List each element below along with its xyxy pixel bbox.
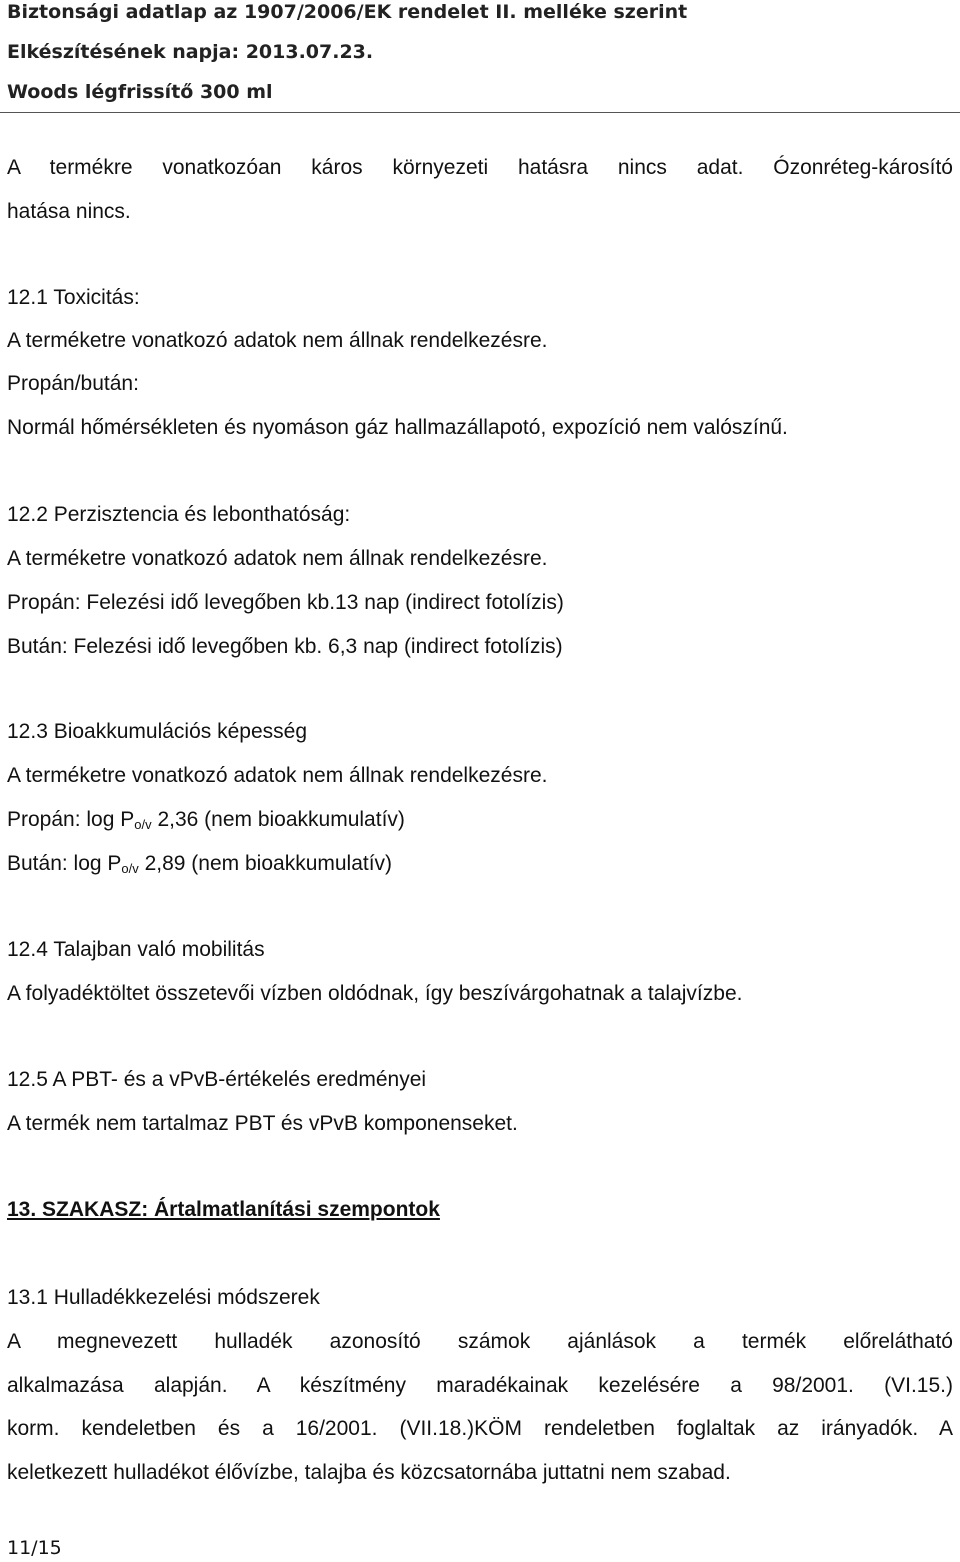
section-12-1-line-1: A terméketre vonatkozó adatok nem állnak rendelkezésre. (7, 329, 548, 352)
butan-log-value: 2,89 (nem bioakkumulatív) (138, 852, 393, 875)
section-13-1-line-3: korm. kendeletben és a 16/2001. (VII.18.)KÖM rendeletben foglaltak az irányadók. A (7, 1417, 953, 1440)
section-12-3-line-2 (7, 807, 405, 838)
propan-log-value: 2,36 (nem bioakkumulatív) (151, 808, 405, 831)
section-12-2-title: 12.2 Perzisztencia és lebonthatóság: (7, 503, 351, 526)
section-12-2-line-1: A terméketre vonatkozó adatok nem állnak rendelkezésre. (7, 547, 548, 570)
intro-text-2: hatása nincs. (7, 200, 131, 223)
propan-log-label: Propán: log P (7, 808, 135, 831)
section-12-3-title: 12.3 Bioakkumulációs képesség (7, 720, 308, 743)
section-13-1-line-2: alkalmazása alapján. A készítmény maradékainak kezelésére a 98/2001. (VI.15.) (7, 1374, 953, 1397)
section-12-1-line-2: Propán/bután: (7, 372, 139, 395)
intro-text-1: A termékre vonatkozóan káros környezeti hatásra nincs adat. Ózonréteg-károsító (7, 156, 953, 179)
header-product: Woods légfrissítő 300 ml (7, 81, 273, 103)
header-divider (0, 112, 960, 113)
section-12-1-title: 12.1 Toxicitás: (7, 286, 140, 309)
butan-log-label: Bután: log P (7, 852, 122, 875)
section-12-5-line-1: A termék nem tartalmaz PBT és vPvB komponenseket. (7, 1112, 518, 1135)
section-12-4-title: 12.4 Talajban való mobilitás (7, 938, 265, 961)
section-12-5-title: 12.5 A PBT- és a vPvB-értékelés eredményei (7, 1068, 427, 1091)
section-12-4-line-1: A folyadéktöltet összetevői vízben oldódnak, így beszívárgohatnak a talajvízbe. (7, 982, 743, 1005)
propan-log-subscript: o/v (134, 817, 152, 832)
section-13-heading: 13. SZAKASZ: Ártalmatlanítási szempontok (7, 1198, 440, 1221)
section-13-1-title: 13.1 Hulladékkezelési módszerek (7, 1286, 320, 1309)
header-date: Elkészítésének napja: 2013.07.23. (7, 41, 374, 63)
section-12-1-line-3: Normál hőmérsékleten és nyomáson gáz hallmazállapotó, expozíció nem valószínű. (7, 416, 788, 439)
section-12-3-line-1: A terméketre vonatkozó adatok nem állnak rendelkezésre. (7, 764, 548, 787)
butan-log-subscript: o/v (121, 861, 139, 876)
page-number: 11/15 (7, 1537, 62, 1559)
header-title: Biztonsági adatlap az 1907/2006/EK rendelet II. melléke szerint (7, 1, 688, 23)
section-13-1-line-4: keletkezett hulladékot élővízbe, talajba és közcsatornába juttatni nem szabad. (7, 1461, 731, 1484)
section-12-2-line-3: Bután: Felezési idő levegőben kb. 6,3 nap (indirect fotolízis) (7, 635, 563, 658)
section-12-3-line-3 (7, 851, 392, 882)
section-12-2-line-2: Propán: Felezési idő levegőben kb.13 nap (indirect fotolízis) (7, 591, 564, 614)
section-13-1-line-1: A megnevezett hulladék azonosító számok ajánlások a termék előrelátható (7, 1330, 953, 1353)
